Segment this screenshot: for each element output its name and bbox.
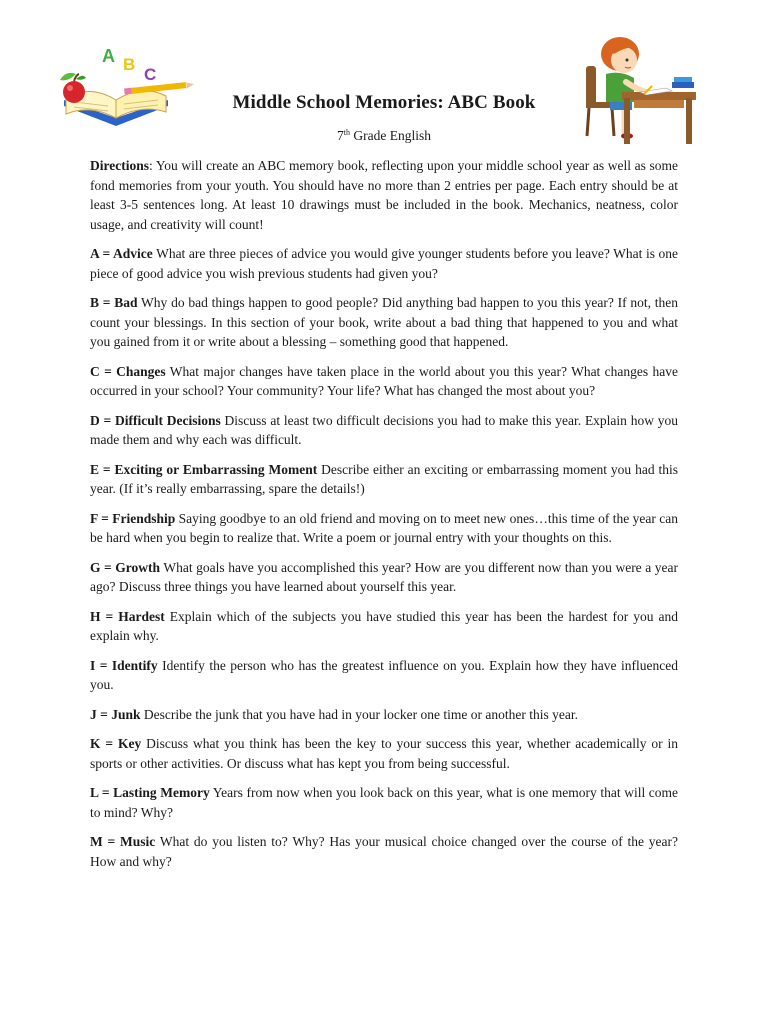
entry-h-hardest (90, 607, 678, 646)
directions-label: Directions (90, 158, 149, 173)
entry-m-music (90, 832, 678, 871)
entry-heading: A = Advice (90, 246, 153, 261)
document-subtitle (0, 128, 768, 144)
entry-e-exciting-moment (90, 460, 678, 499)
clipart-letter-b: B (123, 55, 136, 74)
entry-text: What are three pieces of advice you would give younger students before you leave? What is one piece of good advice you wish previous students had given you? (90, 246, 678, 281)
entry-heading: E = Exciting or Embarrassing Moment (90, 461, 318, 477)
entry-text: Identify the person who has the greatest influence on you. Explain how they have influenced you. (90, 657, 678, 692)
entry-heading: C = Changes (90, 363, 166, 379)
entry-heading: D = Difficult Decisions (90, 412, 221, 428)
entry-heading: H = Hardest (90, 608, 165, 624)
entry-text: Discuss what you think has been the key to your success this year, whether academically or in sports or other activities. Or discuss what has kept you from being successful. (90, 736, 679, 771)
entry-text: Why do bad things happen to good people? Did anything bad happen to you this year? If not, then count your blessings. In this section of your book, write about a bad thing that happened to you and what you gained from it or write about a blessing – something good that happened. (90, 295, 678, 349)
entry-text: Discuss at least two difficult decisions you had to make this year. Explain how you made them and why each was difficult. (90, 412, 678, 447)
abc-book-clipart (56, 40, 196, 132)
entry-c-changes (90, 362, 678, 401)
entry-text: Describe the junk that you have had in your locker one time or another this year. (140, 706, 578, 722)
entry-b-bad (90, 293, 678, 352)
entry-text: Saying goodbye to an old friend and moving on to meet new ones…this time of the year can be hard when you begin to realize that. Write a poem or journal entry with your thoughts on this. (90, 510, 678, 545)
entry-g-growth (90, 558, 678, 597)
entry-text: What major changes have taken place in the world about you this year? What changes have occurred in your school? Your community? Your life? What has changed the most about you? (90, 363, 678, 398)
subtitle-text: Grade English (350, 128, 431, 143)
clipart-letter-c: C (144, 65, 157, 84)
entry-heading: K = Key (90, 736, 142, 751)
abc-book-illustration (56, 40, 196, 132)
entry-heading: J = Junk (90, 706, 141, 722)
document-title: Middle School Memories: ABC Book (232, 92, 536, 113)
entry-k-key (90, 734, 678, 773)
document-body (90, 156, 678, 881)
entry-heading: G = Growth (90, 559, 161, 575)
entry-j-junk (90, 705, 678, 725)
clipart-letter-a: A (102, 46, 115, 66)
entry-l-lasting-memory (90, 783, 678, 822)
entry-text: Explain which of the subjects you have studied this year has been the hardest for you and explain why. (90, 608, 679, 643)
directions-paragraph (90, 156, 678, 234)
entry-f-friendship (90, 509, 678, 548)
entry-heading: B = Bad (90, 295, 138, 310)
entry-i-identify (90, 656, 678, 695)
entry-heading: L = Lasting Memory (90, 785, 210, 800)
entry-text: Years from now when you look back on this year, what is one memory that will come to mind? Why? (90, 785, 679, 820)
entry-heading: M = Music (90, 834, 156, 849)
grade-ordinal-suffix: th (343, 128, 350, 137)
entry-heading: F = Friendship (90, 510, 176, 526)
entry-text: Describe either an exciting or embarrassing moment you had this year. (If it’s really embarrassing, spare the details!) (90, 461, 678, 496)
directions-text: : You will create an ABC memory book, reflecting upon your middle school year as well as some fond memories from your youth. You should have no more than 2 entries per page. Each entry should be at least 3-5 sentences long. At least 10 drawings must be included in the book. Mechanics, neatness, color usage, and creativity will count! (90, 158, 678, 232)
entry-text: What do you listen to? Why? Has your musical choice changed over the course of the year? How and why? (90, 834, 679, 869)
grade-number: 7 (337, 128, 344, 143)
entry-heading: I = Identify (90, 657, 158, 673)
entry-text: What goals have you accomplished this year? How are you different now than you were a year ago? Discuss three things you have learned about yourself this year. (90, 559, 678, 594)
entry-d-difficult-decisions (90, 411, 678, 450)
entry-a-advice (90, 244, 678, 283)
